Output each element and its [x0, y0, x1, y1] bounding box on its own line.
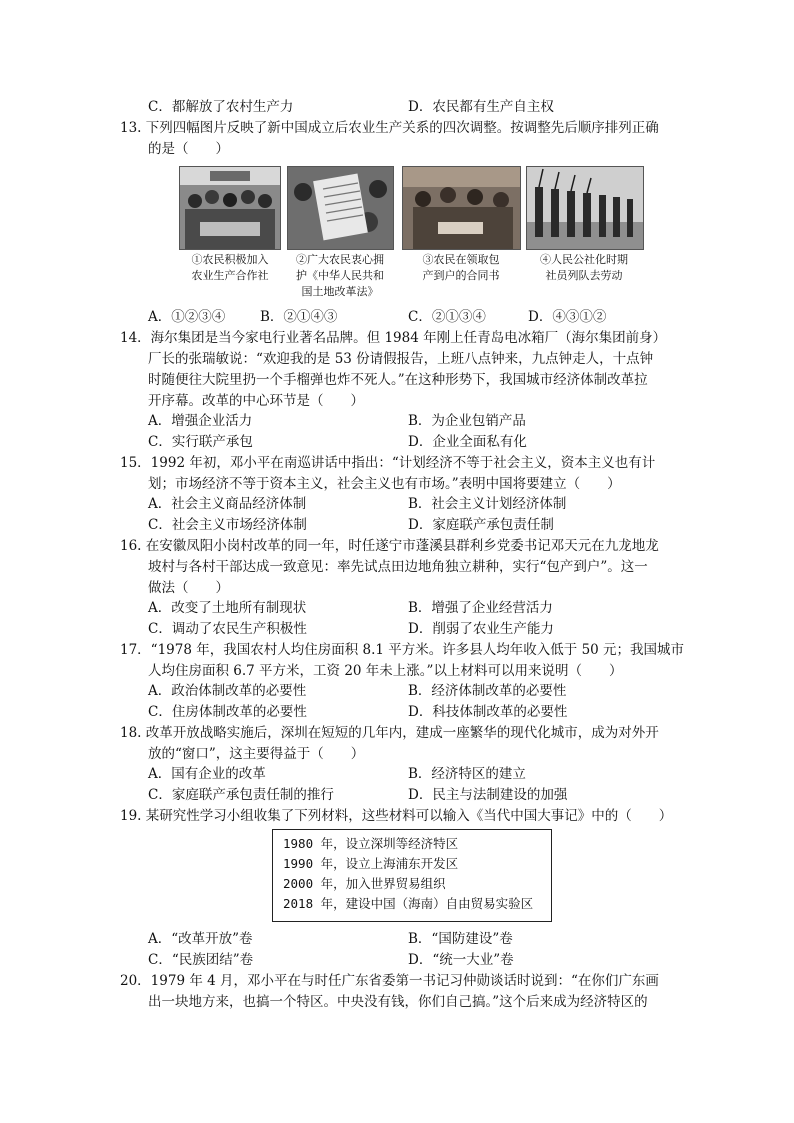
q18-option-d[interactable]: D．民主与法制建设的加强: [408, 787, 568, 803]
q17-option-d[interactable]: D．科技体制改革的必要性: [408, 704, 568, 720]
q15-option-c[interactable]: C．社会主义市场经济体制: [148, 517, 307, 533]
q19-option-b[interactable]: B．“国防建设”卷: [408, 931, 513, 947]
q15-option-a[interactable]: A．社会主义商品经济体制: [148, 496, 307, 512]
q19-material-line: 1990 年，设立上海浦东开发区: [283, 856, 459, 871]
q17-stem: 17．“1978 年，我国农村人均住房面积 8.1 平方米。许多县人均年收入低于 50 元；我国城市: [120, 642, 685, 658]
q20-stem: 出一块地方来，也搞一个特区。中央没有钱，你们自己搞。”这个后来成为经济特区的: [148, 994, 648, 1010]
q13-option-d[interactable]: D．④③①②: [528, 309, 607, 325]
q18-option-a[interactable]: A．国有企业的改革: [148, 766, 266, 782]
q19-option-d[interactable]: D．“统一大业”卷: [408, 952, 514, 968]
photo-commune: [526, 166, 644, 250]
q14-option-b[interactable]: B．为企业包销产品: [408, 413, 526, 429]
q13-option-a[interactable]: A．①②③④: [148, 309, 226, 325]
q18-stem: 18. 改革开放战略实施后，深圳在短短的几年内，建成一座繁华的现代化城市，成为对外开: [120, 725, 659, 741]
q18-option-c[interactable]: C．家庭联产承包责任制的推行: [148, 787, 334, 803]
q16-option-c[interactable]: C．调动了农民生产积极性: [148, 621, 307, 637]
q16-option-a[interactable]: A．改变了土地所有制现状: [148, 600, 307, 616]
q17-option-b[interactable]: B．经济体制改革的必要性: [408, 683, 567, 699]
q16-option-b[interactable]: B．增强了企业经营活力: [408, 600, 553, 616]
q14-stem: 14．海尔集团是当今家电行业著名品牌。但 1984 年刚上任青岛电冰箱厂（海尔集团前身）: [120, 330, 667, 346]
q16-option-d[interactable]: D．削弱了农业生产能力: [408, 621, 554, 637]
q16-stem: 做法（ ）: [148, 580, 229, 596]
q14-option-a[interactable]: A．增强企业活力: [148, 413, 253, 429]
photo-land-reform: [287, 166, 394, 250]
q19-option-c[interactable]: C．“民族团结”卷: [148, 952, 254, 968]
q14-option-c[interactable]: C．实行联产承包: [148, 434, 253, 450]
option-c-prev: C．都解放了农村生产力: [148, 99, 294, 115]
q17-option-a[interactable]: A．政治体制改革的必要性: [148, 683, 307, 699]
q14-option-d[interactable]: D．企业全面私有化: [408, 434, 527, 450]
q14-stem: 厂长的张瑞敏说：“欢迎我的是 53 份请假报告，上班八点钟来，九点钟走人，十点钟: [148, 351, 654, 367]
caption-4: ④人民公社化时期 社员列队去劳动: [540, 253, 628, 282]
q16-stem: 16. 在安徽凤阳小岗村改革的同一年，时任遂宁市蓬溪县群利乡党委书记邓天元在九龙地龙: [120, 538, 659, 554]
q13-option-b[interactable]: B．②①④③: [260, 309, 338, 325]
q19-material-box: [272, 829, 552, 922]
q15-option-b[interactable]: B．社会主义计划经济体制: [408, 496, 567, 512]
q18-stem: 放的“窗口”，这主要得益于（ ）: [148, 746, 365, 762]
photo-cooperative: [179, 166, 281, 250]
q16-stem: 坡村与各村干部达成一致意见：率先试点田边地角独立耕种，实行“包产到户”。这一: [148, 559, 648, 575]
caption-2: ②广大农民衷心拥 护《中华人民共和 国土地改革法》: [296, 253, 384, 298]
q19-material-line: 2018 年，建设中国（海南）自由贸易实验区: [283, 896, 534, 911]
caption-3: ③农民在领取包 产到户的合同书: [422, 253, 500, 282]
q19-material-line: 1980 年，设立深圳等经济特区: [283, 836, 459, 851]
q20-stem: 20．1979 年 4 月，邓小平在与时任广东省委第一书记习仲勋谈话时说到：“在你们广东画: [120, 973, 659, 989]
q13-stem: 13. 下列四幅图片反映了新中国成立后农业生产关系的四次调整。按调整先后顺序排列正确: [120, 120, 659, 136]
photo-contract: [402, 166, 521, 250]
q19-stem: 19. 某研究性学习小组收集了下列材料，这些材料可以输入《当代中国大事记》中的（ ）: [120, 808, 673, 824]
q13-stem: 的是（ ）: [148, 141, 229, 157]
q15-stem: 划；市场经济不等于资本主义，社会主义也有市场。”表明中国将要建立（ ）: [148, 476, 621, 492]
q17-stem: 人均住房面积 6.7 平方米，工资 20 年未上涨。”以上材料可以用来说明（ ）: [148, 663, 623, 679]
q13-option-c[interactable]: C．②①③④: [408, 309, 486, 325]
q14-stem: 时随便往大院里扔一个手榴弹也炸不死人。”在这种形势下，我国城市经济体制改革拉: [148, 372, 648, 388]
q19-option-a[interactable]: A．“改革开放”卷: [148, 931, 253, 947]
q14-stem: 开序幕。改革的中心环节是（ ）: [148, 393, 364, 409]
q18-option-b[interactable]: B．经济特区的建立: [408, 766, 526, 782]
q17-option-c[interactable]: C．住房体制改革的必要性: [148, 704, 307, 720]
caption-1: ①农民积极加入 农业生产合作社: [191, 253, 269, 282]
q15-option-d[interactable]: D．家庭联产承包责任制: [408, 517, 554, 533]
q15-stem: 15．1992 年初，邓小平在南巡讲话中指出：“计划经济不等于社会主义，资本主义也有计: [120, 455, 656, 471]
option-d-prev: D．农民都有生产自主权: [408, 99, 554, 115]
q19-material-line: 2000 年，加入世界贸易组织: [283, 876, 446, 891]
